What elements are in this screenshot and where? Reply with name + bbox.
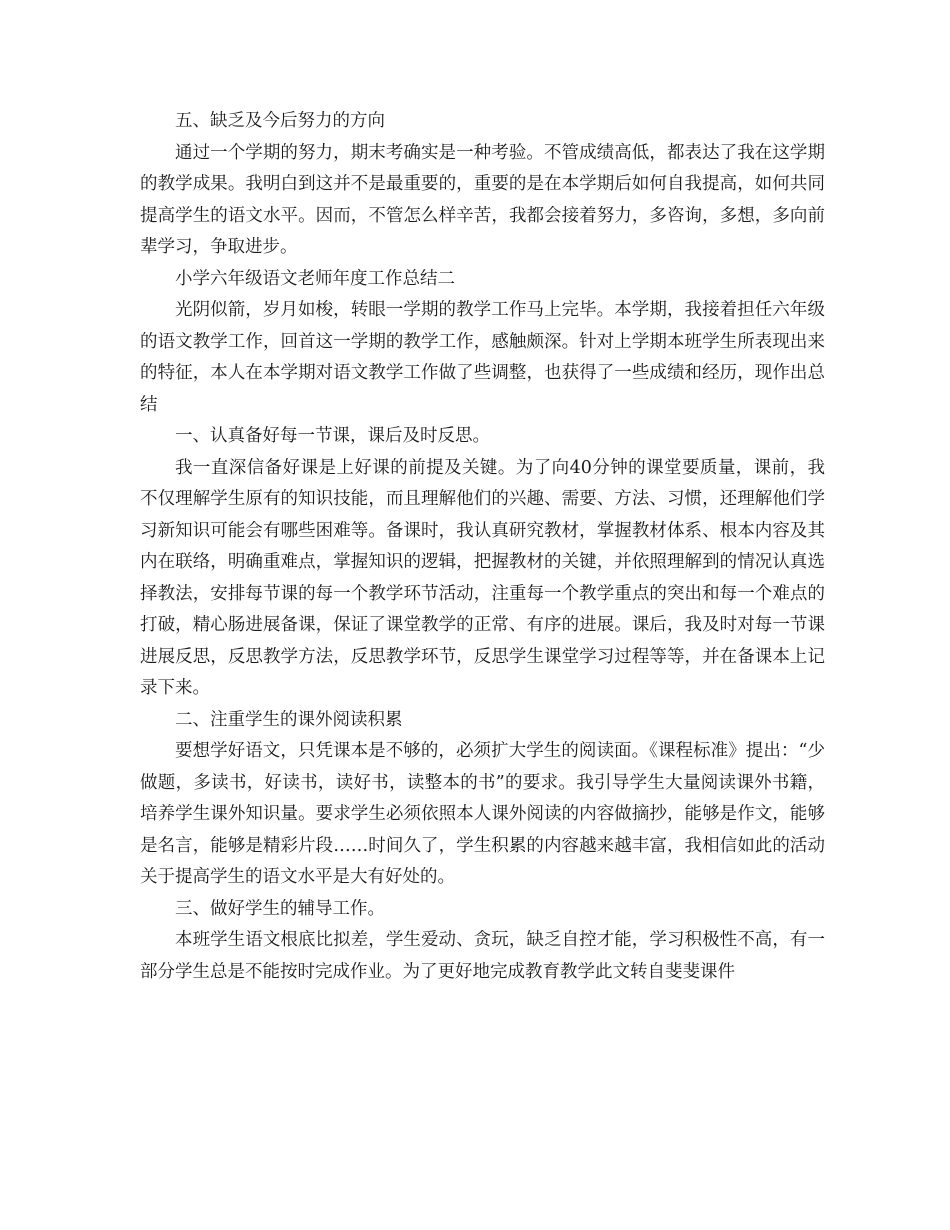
section-heading: 一、认真备好每一节课，课后及时反思。 (175, 426, 490, 446)
body-paragraph: 本班学生语文根底比拟差，学生爱动、贪玩，缺乏自控才能，学习积极性不高，有一部分学生总是不能按时完成作业。为了更好地完成教育教学此文转自斐斐课件 (140, 930, 825, 982)
section-heading: 三、做好学生的辅导工作。 (175, 898, 385, 919)
body-paragraph: 光阴似箭，岁月如梭，转眼一学期的教学工作马上完毕。本学期，我接着担任六年级的语文教学工作，回首这一学期的教学工作，感触颇深。针对上学期本班学生所表现出来的特征，本人在本学期对语文教学工作做了些调整，也获得了一些成绩和经历，现作出总结 (140, 300, 825, 415)
body-paragraph: 通过一个学期的努力，期末考确实是一种考验。不管成绩高低，都表达了我在这学期的教学成果。我明白到这并不是最重要的，重要的是在本学期后如何自我提高，如何共同提高学生的语文水平。因而，不管怎么样辛苦，我都会接着努力，多咨询，多想，多向前辈学习，争取进步。 (140, 142, 825, 257)
document-body (140, 106, 825, 988)
body-paragraph: 我一直深信备好课是上好课的前提及关键。为了向40分钟的课堂要质量，课前，我不仅理解学生原有的知识技能，而且理解他们的兴趣、需要、方法、习惯，还理解他们学习新知识可能会有哪些困难等。备课时，我认真研究教材，掌握教材体系、根本内容及其内在联络，明确重难点，掌握知识的逻辑，把握教材的关键，并依照理解到的情况认真选择教法，安排每节课的每一个教学环节活动，注重每一个教学重点的突出和每一个难点的打破，精心肠进展备课，保证了课堂教学的正常、有序的进展。课后，我及时对每一节课进展反思，反思教学方法，反思教学环节，反思学生课堂学习过程等等，并在备课本上记录下来。 (140, 457, 825, 698)
body-paragraph: 要想学好语文，只凭课本是不够的，必须扩大学生的阅读面。《课程标准》提出：“少做题，多读书，好读书，读好书，读整本的书”的要求。我引导学生大量阅读课外书籍，培养学生课外知识量。要求学生必须依照本人课外阅读的内容做摘抄，能够是作文，能够是名言，能够是精彩片段……时间久了，学生积累的内容越来越丰富，我相信如此的活动关于提高学生的语文水平是大有好处的。 (140, 741, 825, 887)
section-heading: 小学六年级语文老师年度工作总结二 (175, 268, 455, 289)
section-heading: 二、注重学生的课外阅读积累 (175, 709, 403, 730)
section-heading: 五、缺乏及今后努力的方向 (175, 111, 385, 131)
